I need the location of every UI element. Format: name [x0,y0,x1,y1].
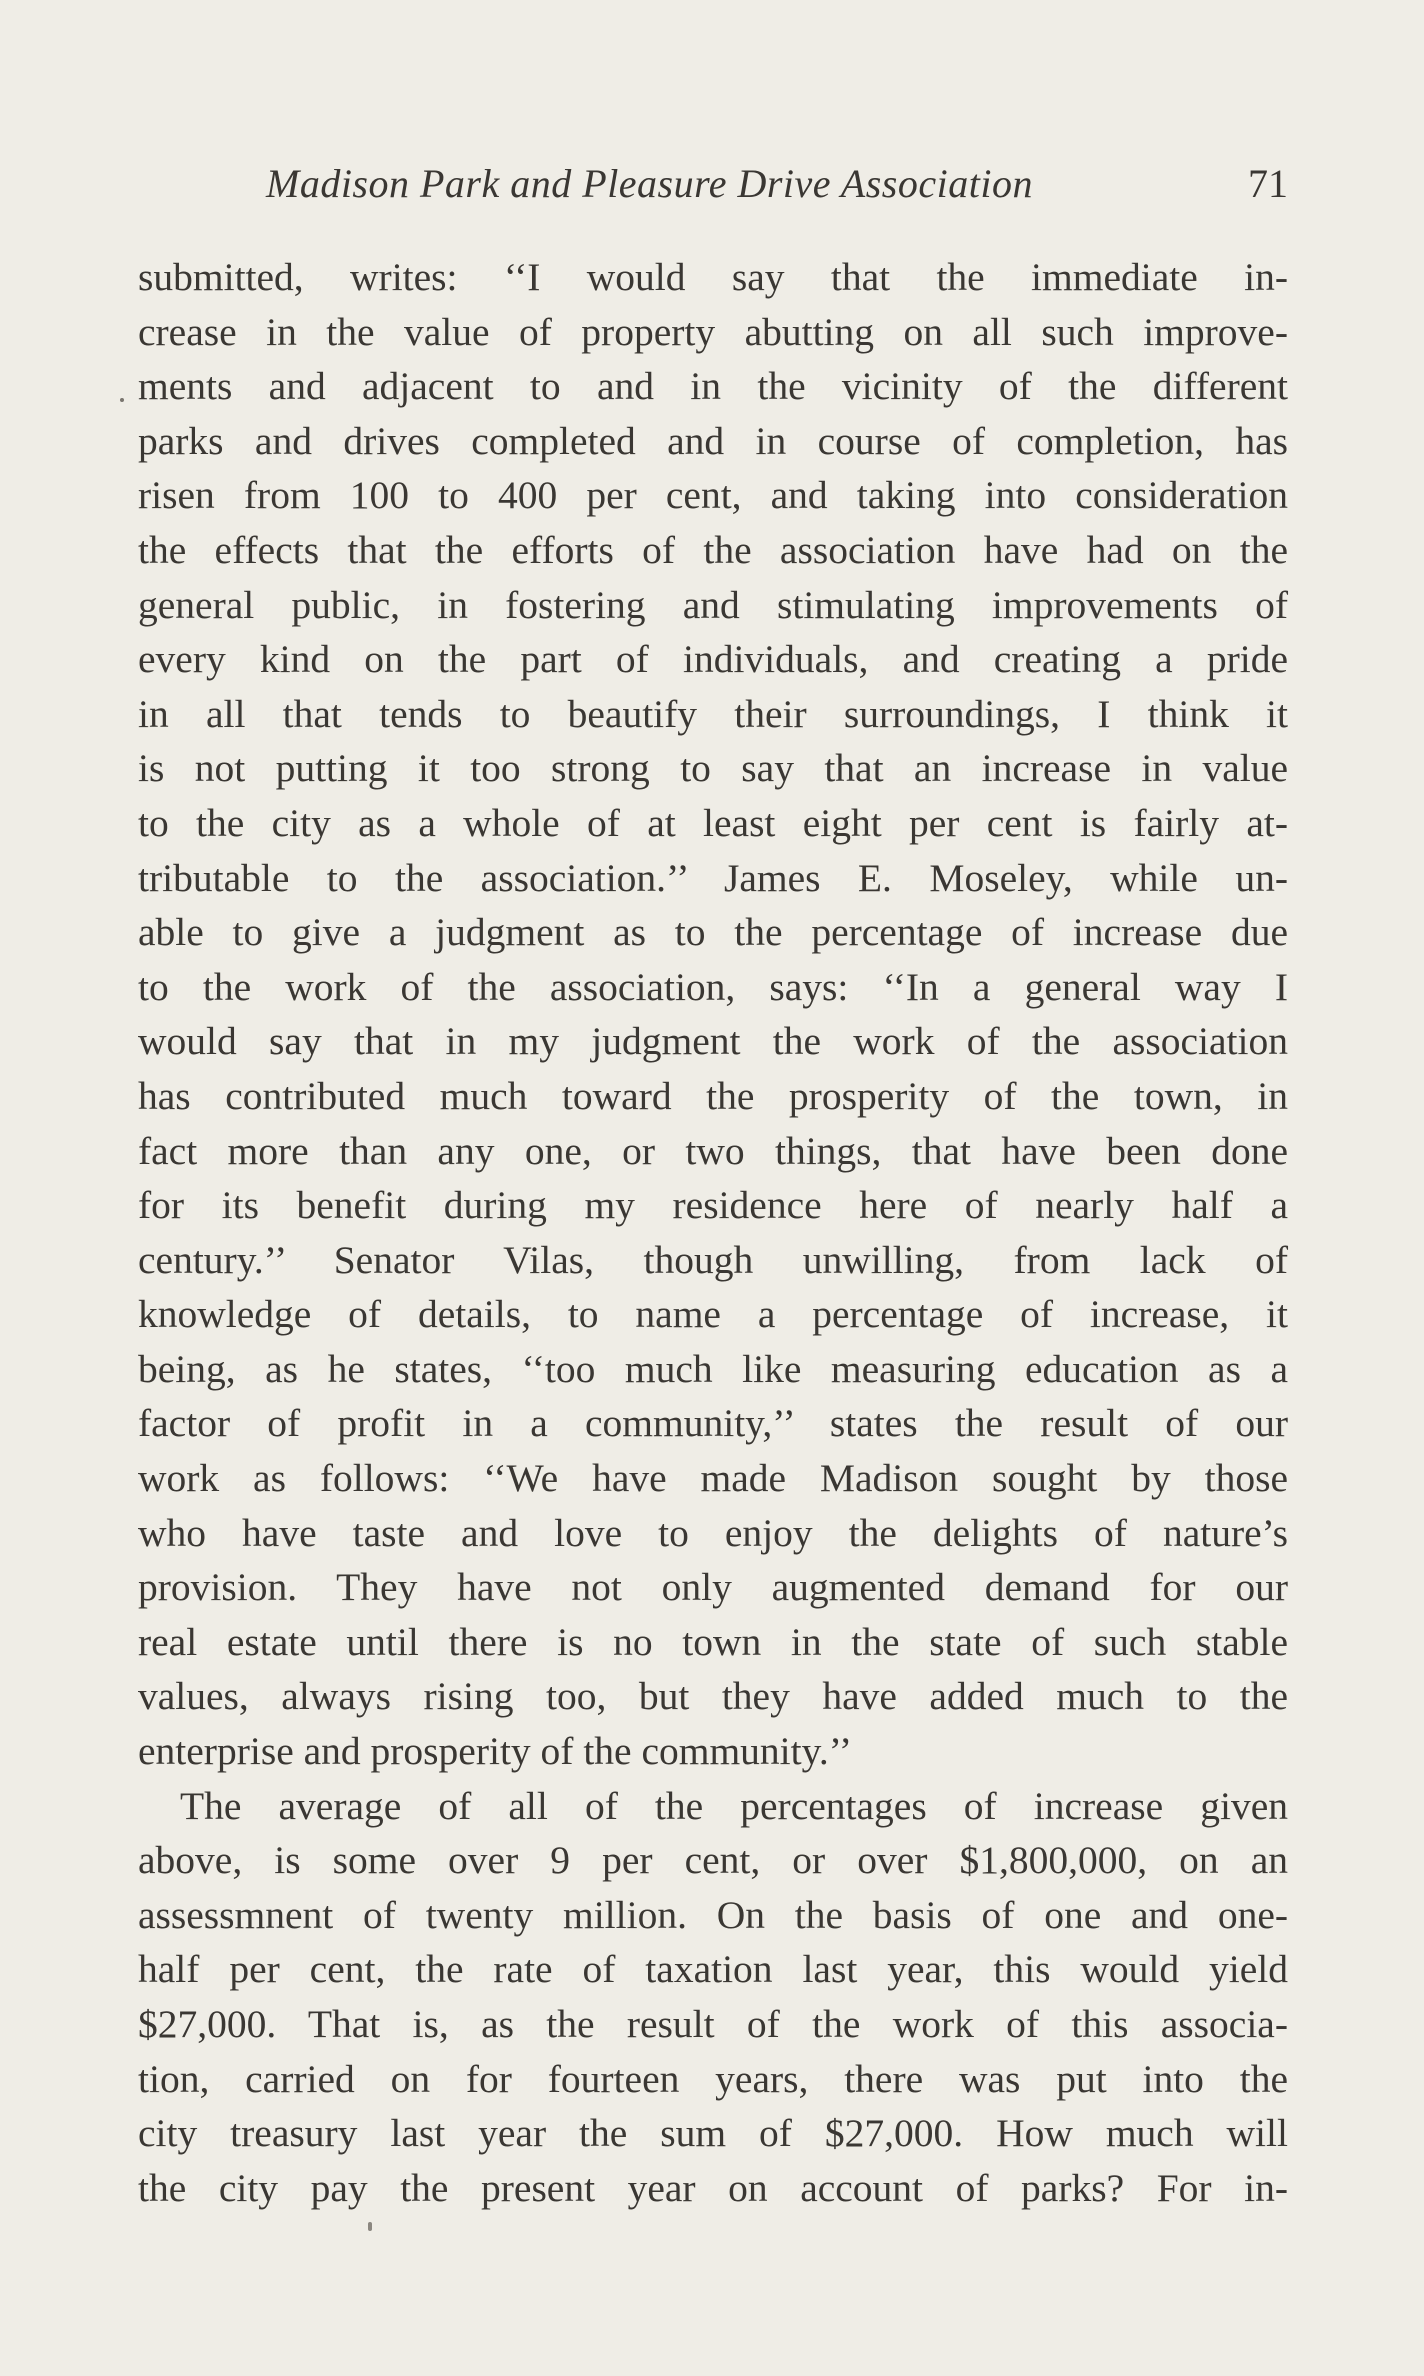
text-line: being, as he states, ‘‘too much like measuring education as a [138,1346,1288,1391]
text-line: able to give a judgment as to the percentage of increase due [138,910,1288,955]
text-line: assessmnent of twenty million. On the basis of one and one- [138,1892,1288,1937]
margin-mark [120,398,124,402]
page-header [138,160,1288,207]
text-line: half per cent, the rate of taxation last year, this would yield [138,1947,1288,1992]
text-line: risen from 100 to 400 per cent, and taking into consideration [138,473,1288,518]
running-title: Madison Park and Pleasure Drive Association [266,161,1033,206]
text-line: factor of profit in a community,’’ states the result of our [138,1401,1288,1446]
text-line: has contributed much toward the prosperity of the town, in [138,1073,1288,1118]
text-line: work as follows: ‘‘We have made Madison sought by those [138,1456,1288,1501]
text-line: the city pay the present year on account of parks? For in- [138,2165,1288,2210]
text-line: submitted, writes: ‘‘I would say that the immediate in- [138,255,1288,299]
text-line: tion, carried on for fourteen years, there was put into the [138,2056,1288,2101]
text-line: ments and adjacent to and in the vicinity of the different [138,364,1288,409]
paper-speck [368,2222,372,2231]
text-line: parks and drives completed and in course of completion, has [138,418,1288,463]
text-line: every kind on the part of individuals, and creating a pride [138,637,1288,682]
text-line: knowledge of details, to name a percentage of increase, it [138,1292,1288,1337]
text-line: crease in the value of property abutting on all such improve- [138,309,1288,354]
text-line: is not putting it too strong to say that an increase in value [138,746,1288,791]
text-line: who have taste and love to enjoy the delights of nature’s [138,1510,1288,1555]
text-line: above, is some over 9 per cent, or over $1,800,000, on an [138,1838,1288,1883]
text-line: for its benefit during my residence here of nearly half a [138,1183,1288,1228]
text-line: tributable to the association.’’ James E. Moseley, while un- [138,855,1288,900]
text-line: values, always rising too, but they have added much to the [138,1674,1288,1719]
text-line: fact more than any one, or two things, that have been done [138,1128,1288,1173]
text-line: to the city as a whole of at least eight per cent is fairly at- [138,800,1288,845]
text-line: provision. They have not only augmented demand for our [138,1565,1288,1610]
text-line: to the work of the association, says: ‘‘In a general way I [138,964,1288,1009]
text-line: $27,000. That is, as the result of the work of this associa- [138,2002,1288,2046]
page-number: 71 [1248,161,1288,206]
text-line: city treasury last year the sum of $27,000. How much will [138,2111,1288,2156]
text-line: in all that tends to beautify their surroundings, I think it [138,691,1288,736]
text-line: the effects that the efforts of the association have had on the [138,527,1288,572]
paragraph-start-line: The average of all of the percentages of increase given [180,1783,1288,1828]
body-text [138,250,1288,2215]
text-line: general public, in fostering and stimulating improvements of [138,582,1288,627]
text-line: real estate until there is no town in the state of such stable [138,1619,1288,1664]
paragraph-end-line: enterprise and prosperity of the community.’’ [138,1729,853,1774]
text-line: century.’’ Senator Vilas, though unwilling, from lack of [138,1237,1288,1282]
text-line: would say that in my judgment the work of the association [138,1019,1288,1064]
